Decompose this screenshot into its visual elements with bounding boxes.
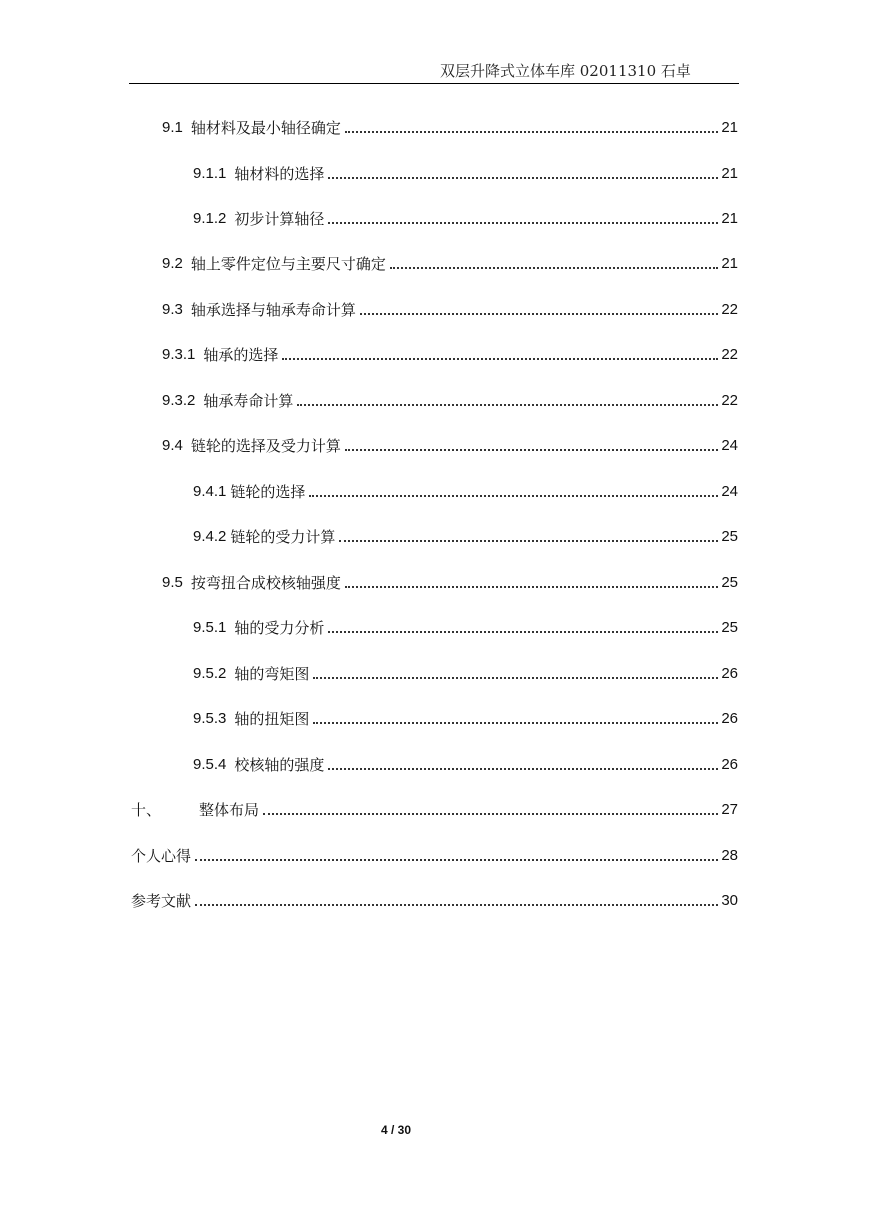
toc-entry-number: 9.5.3 — [193, 710, 227, 727]
toc-entry-9-1-2[interactable] — [193, 208, 738, 230]
toc-entry-number: 十、 — [131, 801, 162, 819]
toc-entry-page: 28 — [721, 847, 738, 864]
toc-entry-number: 9.5.2 — [193, 665, 227, 682]
toc-entry-title: 轴承选择与轴承寿命计算 — [190, 301, 356, 319]
toc-entry-page: 21 — [721, 165, 738, 182]
toc-entry-title: 链轮的选择及受力计算 — [190, 437, 341, 455]
toc-entry-9-2[interactable] — [162, 253, 738, 275]
toc-entry-page: 30 — [721, 892, 738, 909]
toc-entry-title: 轴的扭矩图 — [234, 710, 310, 728]
toc-entry-9-3-2[interactable] — [162, 390, 738, 412]
dot-leader — [282, 358, 718, 360]
toc-entry-personal-reflection[interactable] — [131, 845, 738, 867]
toc-entry-9-5-1[interactable] — [193, 617, 738, 639]
dot-leader — [195, 859, 718, 861]
toc-entry-number: 9.5.4 — [193, 756, 227, 773]
toc-entry-page: 21 — [721, 255, 738, 272]
dot-leader — [328, 768, 718, 770]
header-rule — [129, 83, 739, 84]
toc-entry-number: 9.1.1 — [193, 165, 227, 182]
toc-entry-9-3-1[interactable] — [162, 344, 738, 366]
toc-entry-9-1-1[interactable] — [193, 163, 738, 185]
dot-leader — [339, 540, 718, 542]
dot-leader — [263, 813, 718, 815]
dot-leader — [313, 722, 718, 724]
toc-entry-title: 参考文献 — [131, 892, 192, 910]
dot-leader — [297, 404, 718, 406]
dot-leader — [313, 677, 718, 679]
toc-entry-number: 9.1.2 — [193, 210, 227, 227]
toc-entry-page: 25 — [721, 574, 738, 591]
toc-entry-9-1[interactable] — [162, 117, 738, 139]
toc-entry-page: 25 — [721, 528, 738, 545]
dot-leader — [195, 904, 718, 906]
toc-entry-title: 链轮的选择 — [230, 483, 306, 501]
toc-entry-9-4-2[interactable] — [193, 526, 738, 548]
toc-entry-9-5-2[interactable] — [193, 663, 738, 685]
toc-entry-number: 9.3.2 — [162, 392, 196, 409]
page-number: 4 / 30 — [380, 1123, 412, 1137]
toc-entry-title: 个人心得 — [131, 847, 192, 865]
toc-entry-title: 校核轴的强度 — [234, 756, 325, 774]
dot-leader — [345, 586, 718, 588]
toc-entry-9-5-4[interactable] — [193, 754, 738, 776]
toc-entry-9-3[interactable] — [162, 299, 738, 321]
toc-entry-page: 26 — [721, 665, 738, 682]
toc-entry-title: 轴的受力分析 — [234, 619, 325, 637]
toc-entry-title: 轴承的选择 — [203, 346, 279, 364]
toc-entry-number: 9.1 — [162, 119, 183, 136]
toc-entry-chapter-10[interactable] — [131, 799, 738, 821]
dot-leader — [345, 449, 718, 451]
toc-entry-title: 轴的弯矩图 — [234, 665, 310, 683]
running-header: 双层升降式立体车库 02011310 石卓 — [440, 62, 691, 80]
toc-entry-title: 按弯扭合成校核轴强度 — [190, 574, 341, 592]
dot-leader — [328, 631, 718, 633]
dot-leader — [345, 131, 718, 133]
toc-entry-9-4[interactable] — [162, 435, 738, 457]
toc-entry-9-5-3[interactable] — [193, 708, 738, 730]
toc-entry-page: 22 — [721, 301, 738, 318]
toc-entry-title: 轴承寿命计算 — [203, 392, 294, 410]
toc-entry-page: 22 — [721, 392, 738, 409]
toc-entry-number: 9.5 — [162, 574, 183, 591]
toc-entry-page: 24 — [721, 483, 738, 500]
toc-entry-9-5[interactable] — [162, 572, 738, 594]
toc-entry-9-4-1[interactable] — [193, 481, 738, 503]
toc-entry-page: 21 — [721, 210, 738, 227]
toc-entry-page: 26 — [721, 710, 738, 727]
toc-entry-number: 9.3.1 — [162, 346, 196, 363]
dot-leader — [390, 267, 718, 269]
toc-entry-title: 初步计算轴径 — [234, 210, 325, 228]
toc-entry-page: 22 — [721, 346, 738, 363]
toc-entry-number: 9.4 — [162, 437, 183, 454]
toc-entry-page: 24 — [721, 437, 738, 454]
toc-entry-title: 轴上零件定位与主要尺寸确定 — [190, 255, 386, 273]
toc-entry-title: 轴材料的选择 — [234, 165, 325, 183]
toc-entry-page: 26 — [721, 756, 738, 773]
toc-entry-number: 9.2 — [162, 255, 183, 272]
toc-entry-page: 27 — [721, 801, 738, 818]
toc-entry-title: 整体布局 — [199, 801, 260, 819]
toc-entry-number: 9.3 — [162, 301, 183, 318]
toc-entry-number: 9.5.1 — [193, 619, 227, 636]
toc-entry-page: 25 — [721, 619, 738, 636]
toc-entry-number: 9.4.2 — [193, 528, 227, 545]
toc-entry-title: 链轮的受力计算 — [230, 528, 336, 546]
toc-entry-title: 轴材料及最小轴径确定 — [190, 119, 341, 137]
dot-leader — [309, 495, 718, 497]
toc-entry-page: 21 — [721, 119, 738, 136]
dot-leader — [328, 222, 718, 224]
dot-leader — [360, 313, 718, 315]
dot-leader — [328, 177, 718, 179]
toc-entry-number: 9.4.1 — [193, 483, 227, 500]
toc-entry-references[interactable] — [131, 890, 738, 912]
